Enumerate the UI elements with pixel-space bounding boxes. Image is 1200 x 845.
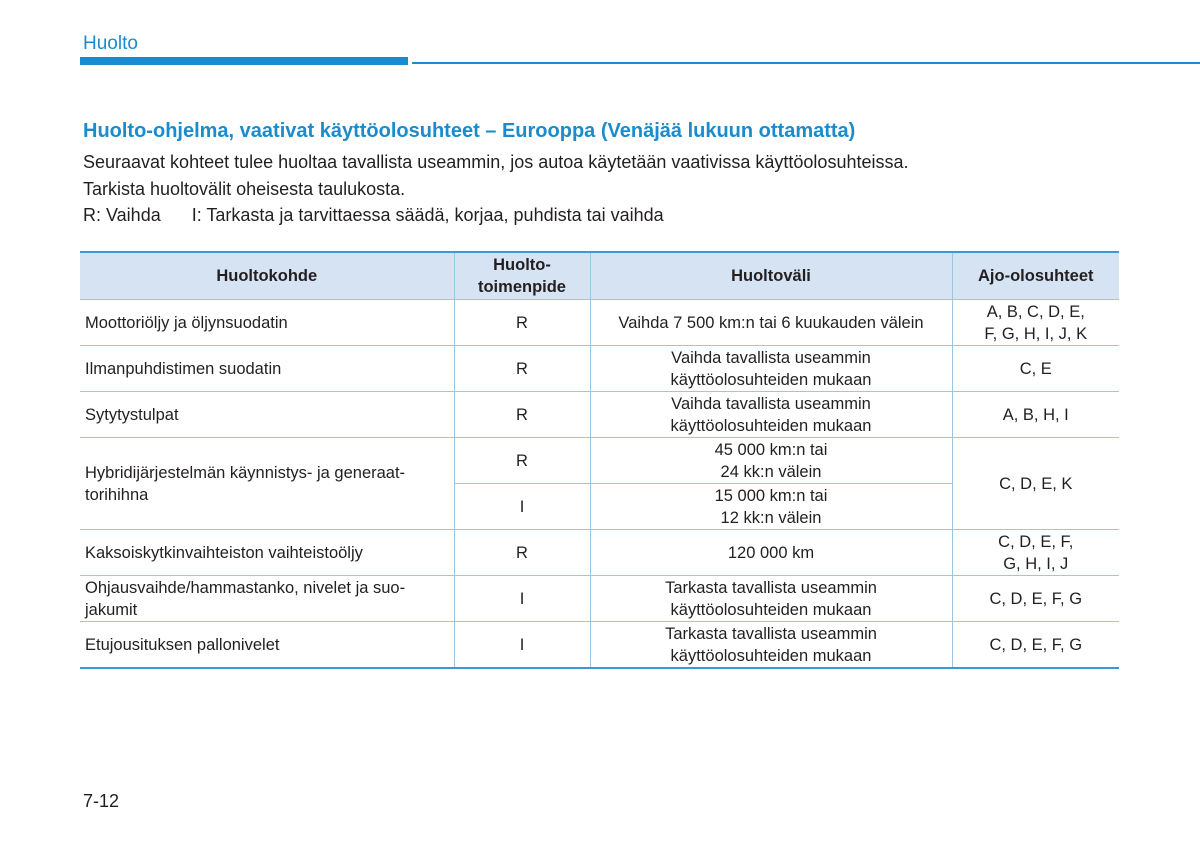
operation-cell: R (454, 392, 590, 438)
item-cell: Ohjausvaihde/hammastanko, nivelet ja suo- jakumit (80, 576, 454, 622)
item-cell: Etujousituksen pallonivelet (80, 622, 454, 669)
conditions-cell: C, D, E, F, G (952, 576, 1119, 622)
interval-cell: Vaihda 7 500 km:n tai 6 kuukauden välein (590, 300, 952, 346)
conditions-cell: C, D, E, F, G, H, I, J (952, 530, 1119, 576)
conditions-cell: C, D, E, K (952, 438, 1119, 530)
operation-cell: I (454, 622, 590, 669)
section-title: Huolto (83, 33, 138, 54)
item-cell: Hybridijärjestelmän käynnistys- ja generaat- torihihna (80, 438, 454, 530)
table-row (80, 622, 1119, 669)
header-cell: Huolto- toimenpide (454, 252, 590, 300)
interval-cell: Vaihda tavallista useammin käyttöolosuhteiden mukaan (590, 392, 952, 438)
intro-line-1: Seuraavat kohteet tulee huoltaa tavallista useammin, jos autoa käytetään vaativissa käyttöolosuhteissa. (83, 152, 909, 172)
header-cell: Ajo-olosuhteet (952, 252, 1119, 300)
interval-cell: 120 000 km (590, 530, 952, 576)
legend-i: I: Tarkasta ja tarvittaessa säädä, korjaa, puhdista tai vaihda (191, 205, 664, 225)
conditions-cell: A, B, H, I (952, 392, 1119, 438)
conditions-cell: A, B, C, D, E, F, G, H, I, J, K (952, 300, 1119, 346)
table-row (80, 392, 1119, 438)
conditions-cell: C, E (952, 346, 1119, 392)
interval-cell: Tarkasta tavallista useammin käyttöolosuhteiden mukaan (590, 622, 952, 669)
legend-r: R: Vaihda (83, 205, 161, 225)
page-number: 7-12 (83, 791, 120, 811)
page-heading: Huolto-ohjelma, vaativat käyttöolosuhteet – Eurooppa (Venäjää lukuun ottamatta) (83, 120, 856, 142)
interval-cell: Vaihda tavallista useammin käyttöolosuhteiden mukaan (590, 346, 952, 392)
table-row (80, 530, 1119, 576)
item-cell: Ilmanpuhdistimen suodatin (80, 346, 454, 392)
table-row (80, 300, 1119, 346)
conditions-cell: C, D, E, F, G (952, 622, 1119, 669)
operation-cell: R (454, 346, 590, 392)
header-bar-thick (80, 57, 408, 65)
interval-cell: 45 000 km:n tai 24 kk:n välein (590, 438, 952, 484)
table-row (80, 438, 1119, 484)
header-cell: Huoltokohde (80, 252, 454, 300)
header-cell: Huoltoväli (590, 252, 952, 300)
operation-cell: R (454, 300, 590, 346)
table-row (80, 346, 1119, 392)
operation-cell: R (454, 530, 590, 576)
table-row (80, 576, 1119, 622)
item-cell: Sytytystulpat (80, 392, 454, 438)
operation-cell: I (454, 484, 590, 530)
header-bar-thin (412, 62, 1200, 64)
operation-cell: I (454, 576, 590, 622)
legend-line (83, 205, 664, 226)
item-cell: Moottoriöljy ja öljynsuodatin (80, 300, 454, 346)
interval-cell: 15 000 km:n tai 12 kk:n välein (590, 484, 952, 530)
interval-cell: Tarkasta tavallista useammin käyttöolosuhteiden mukaan (590, 576, 952, 622)
operation-cell: R (454, 438, 590, 484)
maintenance-table (80, 251, 1119, 669)
item-cell: Kaksoiskytkinvaihteiston vaihteistoöljy (80, 530, 454, 576)
intro-line-2: Tarkista huoltovälit oheisesta taulukosta. (83, 179, 406, 199)
table-header-row (80, 252, 1119, 300)
